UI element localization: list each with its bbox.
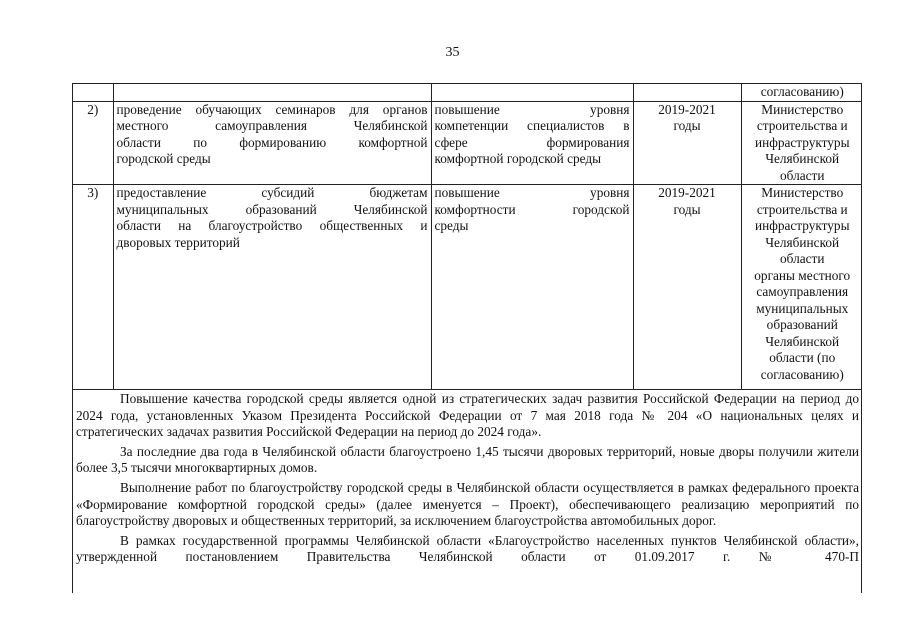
responsible-line: области (по bbox=[769, 350, 836, 365]
period-line: 2019-2021 bbox=[658, 101, 716, 117]
responsible-line: муниципальных bbox=[756, 300, 849, 316]
body-text bbox=[73, 390, 861, 566]
responsible-line: самоуправления bbox=[756, 284, 849, 299]
responsible-line: органы местного bbox=[754, 267, 851, 283]
result-line: комфортной городской среды bbox=[434, 151, 602, 166]
result-line: сфере формирования bbox=[434, 134, 630, 150]
period-cell bbox=[633, 101, 741, 185]
paragraph: Выполнение работ по благоустройству городской среды в Челябинской области осуществляется в рамках федерального проекта «Формирование комфортной городской среды» (далее именуется – Проект), обеспечивающего реализацию мероприятий по благоустройству дворовых и общественных территорий, за исключением благоустройства автомобильных дорог. bbox=[76, 479, 859, 529]
measure-line: городской среды bbox=[116, 151, 211, 166]
responsible-cell bbox=[741, 101, 862, 185]
table-row bbox=[73, 185, 862, 390]
period-cell bbox=[633, 185, 741, 390]
row-number: 3) bbox=[73, 185, 113, 390]
result-line: повышение уровня bbox=[434, 185, 630, 200]
table-row bbox=[73, 101, 862, 185]
responsible-cell bbox=[741, 185, 862, 390]
paragraph: За последние два года в Челябинской области благоустроено 1,45 тысячи дворовых территорий, новые дворы получили жители более 3,5 тысячи многоквартирных домов. bbox=[76, 443, 859, 476]
responsible-line: образований bbox=[766, 317, 838, 332]
responsible-line: области bbox=[780, 167, 825, 183]
responsible-line: согласованию) bbox=[760, 366, 844, 382]
result-line: комфортности городской bbox=[434, 201, 630, 217]
measure-line: области на благоустройство общественных и bbox=[116, 218, 428, 233]
result-line: повышение уровня bbox=[434, 101, 630, 117]
responsible-line: Министерство bbox=[761, 185, 844, 200]
result-line: компетенции специалистов в bbox=[434, 118, 630, 133]
responsible-line: Министерство bbox=[761, 101, 844, 117]
responsible-line: строительства и bbox=[756, 118, 848, 133]
period-line: годы bbox=[673, 201, 701, 217]
responsible-line: инфраструктуры bbox=[754, 218, 850, 233]
responsible-line: области bbox=[780, 251, 825, 266]
table-row bbox=[73, 84, 862, 101]
period-line: годы bbox=[673, 118, 701, 133]
responsible-line: Челябинской bbox=[765, 234, 840, 250]
measure-line: предоставление субсидий бюджетам bbox=[116, 185, 428, 200]
page-number: 35 bbox=[445, 45, 460, 60]
paragraph: В рамках государственной программы Челябинской области «Благоустройство населенных пунктов Челябинской области», утвержденной постановлением Правительства Челябинской области от 01.09.2017 г. № 470-П bbox=[76, 532, 859, 565]
result-cell bbox=[431, 185, 633, 390]
measure-line: местного самоуправления Челябинской bbox=[116, 118, 428, 133]
period-line: 2019-2021 bbox=[658, 185, 716, 200]
measure-line: муниципальных образований Челябинской bbox=[116, 201, 428, 217]
responsible-line: Челябинской bbox=[765, 333, 840, 349]
measures-table bbox=[73, 84, 862, 390]
measure-line: проведение обучающих семинаров для органов bbox=[116, 101, 428, 117]
responsible-line: инфраструктуры bbox=[754, 134, 850, 150]
result-cell bbox=[431, 101, 633, 185]
document-frame bbox=[72, 83, 862, 593]
measure-line: дворовых территорий bbox=[116, 234, 240, 250]
measure-cell bbox=[113, 101, 431, 185]
responsible-line: Челябинской bbox=[765, 151, 840, 166]
paragraph: Повышение качества городской среды является одной из стратегических задач развития Российской Федерации на период до 2024 года, установленных Указом Президента Российской Федерации от 7 мая 2018 года № 204 «О национальных целях и стратегических задачах развития Российской Федерации на период до 2024 года». bbox=[76, 391, 859, 440]
row-number: 2) bbox=[73, 101, 113, 185]
responsible-cell: согласованию) bbox=[741, 84, 862, 101]
responsible-line: строительства и bbox=[756, 201, 848, 217]
result-line: среды bbox=[434, 218, 469, 233]
measure-cell bbox=[113, 185, 431, 390]
measure-line: области по формированию комфортной bbox=[116, 134, 428, 150]
